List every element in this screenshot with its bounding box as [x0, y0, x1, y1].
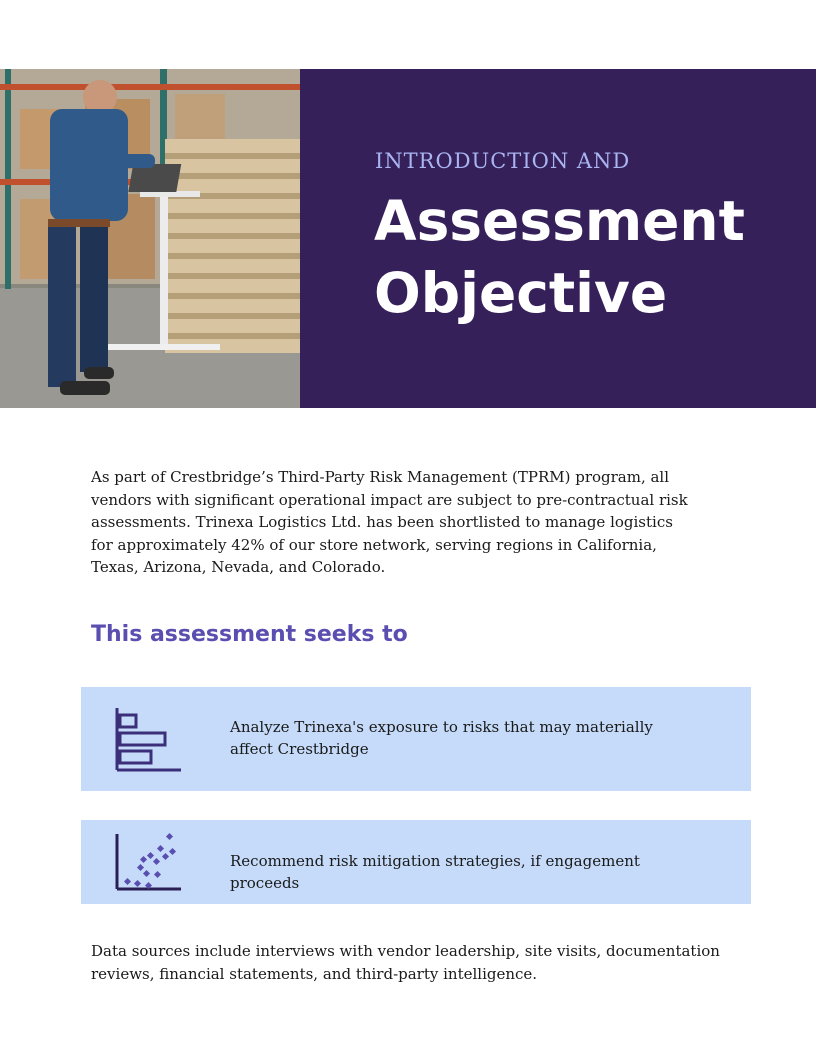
scatter-plot-icon: [113, 832, 185, 896]
data-sources-paragraph: Data sources include interviews with vendor leadership, site visits, documentation reviews, financial statements, and third-party intelligence.: [91, 942, 720, 983]
warehouse-photo: [0, 69, 300, 408]
hero-title-panel: [300, 69, 816, 408]
intro-paragraph: As part of Crestbridge’s Third-Party Risk Management (TPRM) program, all vendors with significant operational impact are subject to pre-contractual risk assessments. Trinexa Logistics Ltd. has been shortlisted to manage logistics for approximately 42% of our store network, serving regions in California, Texas, Arizona, Nevada, and Colorado.: [91, 468, 688, 576]
objective-text: Analyze Trinexa's exposure to risks that may materially affect Crestbridge: [230, 718, 653, 758]
page-title-line-1: Assessment: [374, 189, 745, 253]
section-kicker: INTRODUCTION AND: [375, 149, 631, 173]
objective-card-analyze: [81, 687, 751, 791]
objective-text: Recommend risk mitigation strategies, if engagement proceeds: [230, 852, 640, 892]
objectives-heading: This assessment seeks to: [91, 622, 408, 647]
page-title: [374, 185, 745, 329]
page-title-line-2: Objective: [374, 261, 668, 325]
objective-card-recommend: [81, 820, 751, 904]
bar-chart-icon: [113, 706, 185, 778]
